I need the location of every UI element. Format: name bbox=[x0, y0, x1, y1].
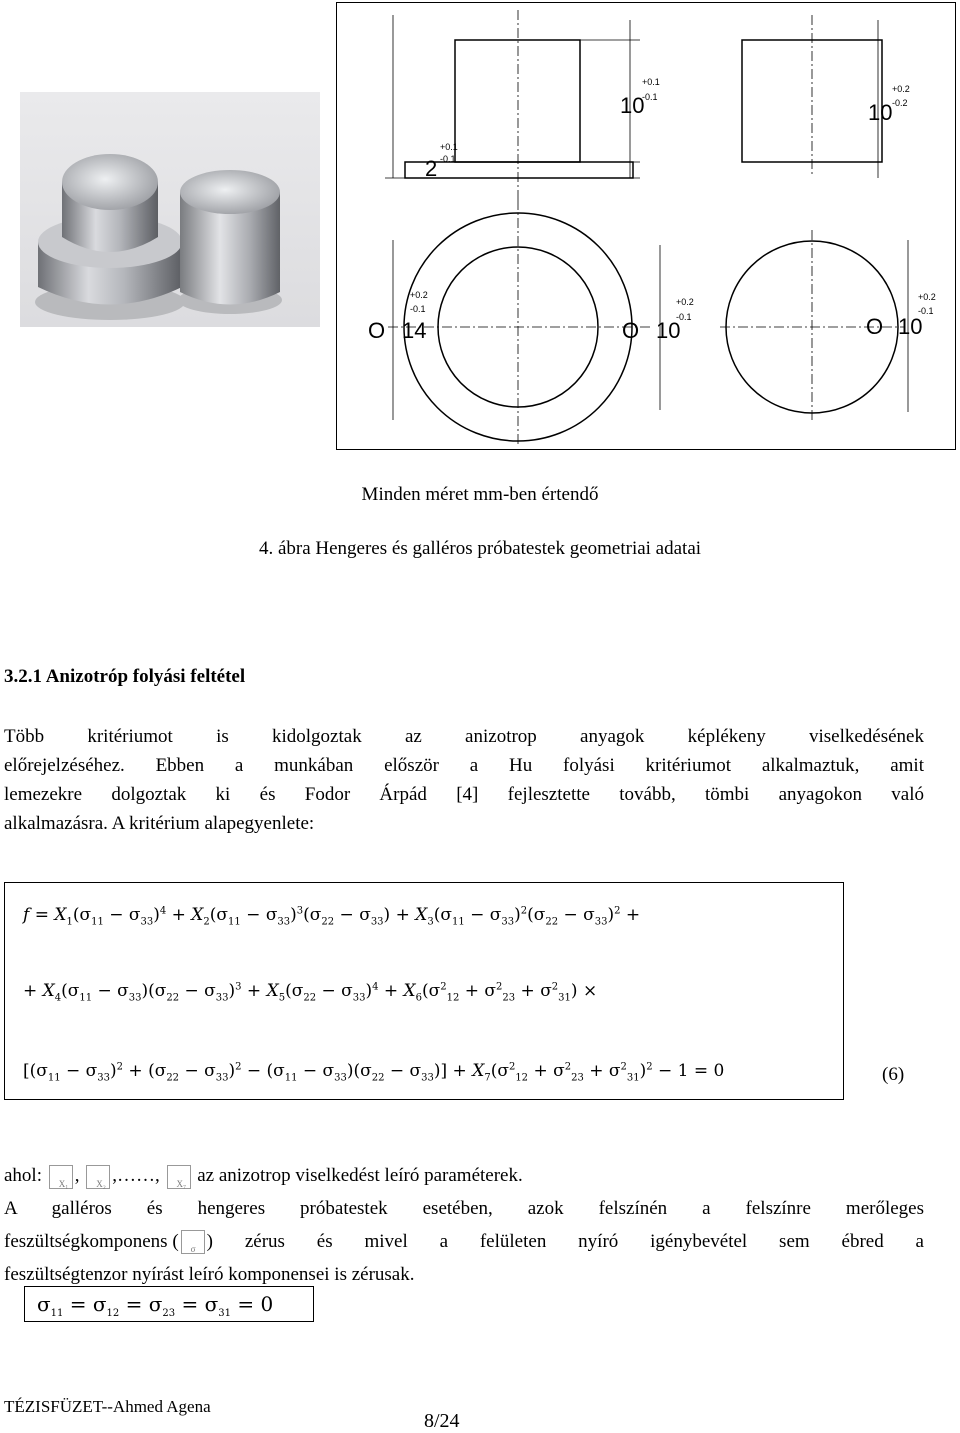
dia-collar-inner-tol-upper: +0.2 bbox=[676, 297, 694, 307]
page-number: 8/24 bbox=[424, 1410, 460, 1432]
ahol-suffix: az anizotrop viselkedést leíró paraméterek. bbox=[197, 1165, 523, 1186]
specimen-photo bbox=[20, 92, 320, 327]
dia-collar-outer-tol-upper: +0.2 bbox=[410, 290, 428, 300]
para2-line2-a: feszültségkomponens ( bbox=[4, 1231, 179, 1252]
dia-collar-outer-value: 14 bbox=[402, 318, 427, 343]
dia-collar-outer-tol-lower: -0.1 bbox=[410, 304, 426, 314]
ahol-prefix: ahol: bbox=[4, 1165, 42, 1186]
symbol-x7-image: X₇ bbox=[167, 1165, 191, 1189]
ahol-line bbox=[4, 1162, 924, 1191]
height-small-value: 2 bbox=[425, 156, 438, 181]
dia-cyl-tol-lower: -0.1 bbox=[918, 306, 934, 316]
para1-line3: lemezekre dolgoztak ki és Fodor Árpád [4] fejlesztette tovább, tömbi anyagokon való bbox=[4, 784, 924, 805]
dia-collar-inner-value: 10 bbox=[656, 318, 681, 343]
para1-line4: alkalmazásra. A kritérium alapegyenlete: bbox=[4, 813, 315, 834]
dia-cyl-tol-upper: +0.2 bbox=[918, 292, 936, 302]
technical-drawing bbox=[336, 2, 956, 450]
height-collar-tol-upper: +0.1 bbox=[642, 77, 660, 87]
equation-box bbox=[4, 882, 844, 1100]
symbol-sigma-image: σ bbox=[181, 1230, 205, 1254]
footer-author: TÉZISFÜZET--Ahmed Agena bbox=[4, 1397, 211, 1416]
shear-zero-equation: $\sigma_{11} = \sigma_{12} = \sigma_{23} = \sigma_{31} = 0$ bbox=[24, 1286, 314, 1322]
para2-line2-b: ) zérus és mivel a felületen nyíró igénybevétel sem ébred a bbox=[206, 1231, 924, 1252]
specimen-photo-illustration bbox=[20, 92, 320, 327]
equation-line-3: $[(\sigma_{11} - \sigma_{33})^2 + (\sigma_{22} - \sigma_{33})^2 - (\sigma_{11} - \sigma_{33})(\sigma_{22} - \sigma_{33})] + X_7(\sigma^2_{12} + \sigma^2_{23} + \sigma^2_{31})^2 - 1 = 0$ bbox=[23, 1061, 725, 1084]
height-cyl-tol-upper: +0.2 bbox=[892, 84, 910, 94]
section-title: 3.2.1 Anizotróp folyási feltétel bbox=[4, 666, 246, 687]
symbol-x1-image: X₁ bbox=[49, 1165, 73, 1189]
height-collar-tol-lower: -0.1 bbox=[642, 92, 658, 102]
para2-line3: feszültségtenzor nyírást leíró komponensei is zérusak. bbox=[4, 1264, 415, 1285]
ahol-sep2: ,……, bbox=[112, 1165, 160, 1186]
equation-number: (6) bbox=[882, 1064, 905, 1085]
height-collar-value: 10 bbox=[620, 93, 645, 118]
dia-symbol-2: O bbox=[622, 318, 640, 343]
ahol-sep1: , bbox=[74, 1165, 80, 1186]
para2-line2 bbox=[4, 1228, 924, 1257]
para1-line1: Több kritériumot is kidolgoztak az anizotrop anyagok képlékeny viselkedésének bbox=[4, 726, 924, 747]
height-small-tol-upper: +0.1 bbox=[440, 142, 458, 152]
dia-symbol-3: O bbox=[866, 314, 884, 339]
height-cyl-tol-lower: -0.2 bbox=[892, 98, 908, 108]
units-caption: Minden méret mm-ben értendő bbox=[361, 484, 599, 505]
dia-collar-inner-tol-lower: -0.1 bbox=[676, 312, 692, 322]
height-small-tol-lower: -0.1 bbox=[440, 154, 456, 164]
dia-symbol-1: O bbox=[368, 318, 386, 343]
figure-caption: 4. ábra Hengeres és galléros próbatestek geometriai adatai bbox=[258, 538, 702, 559]
drawing-canvas bbox=[336, 2, 956, 450]
equation-line-1: $f = X_1(\sigma_{11} - \sigma_{33})^4 + X_2(\sigma_{11} - \sigma_{33})^3(\sigma_{22} - \sigma_{33}) + X_3(\sigma_{11} - \sigma_{33})^2(\sigma_{22} - \sigma_{33})^2$ + bbox=[23, 905, 641, 928]
height-cyl-value: 10 bbox=[868, 100, 893, 125]
equation-line-2: + $X_4(\sigma_{11} - \sigma_{33})(\sigma_{22} - \sigma_{33})^3 + X_5(\sigma_{22} - \sigma_{33})^4 + X_6(\sigma^2_{12} + \sigma^2_{23} + \sigma^2_{31})$ × bbox=[23, 981, 598, 1004]
para1-line2: előrejelzéséhez. Ebben a munkában először a Hu folyási kritériumot alkalmaztuk, amit bbox=[4, 755, 924, 776]
symbol-x2-image: X₂ bbox=[86, 1165, 110, 1189]
dia-cyl-value: 10 bbox=[898, 314, 923, 339]
para2-line1: A galléros és hengeres próbatestek esetében, azok felszínén a felszínre merőleges bbox=[4, 1198, 924, 1219]
